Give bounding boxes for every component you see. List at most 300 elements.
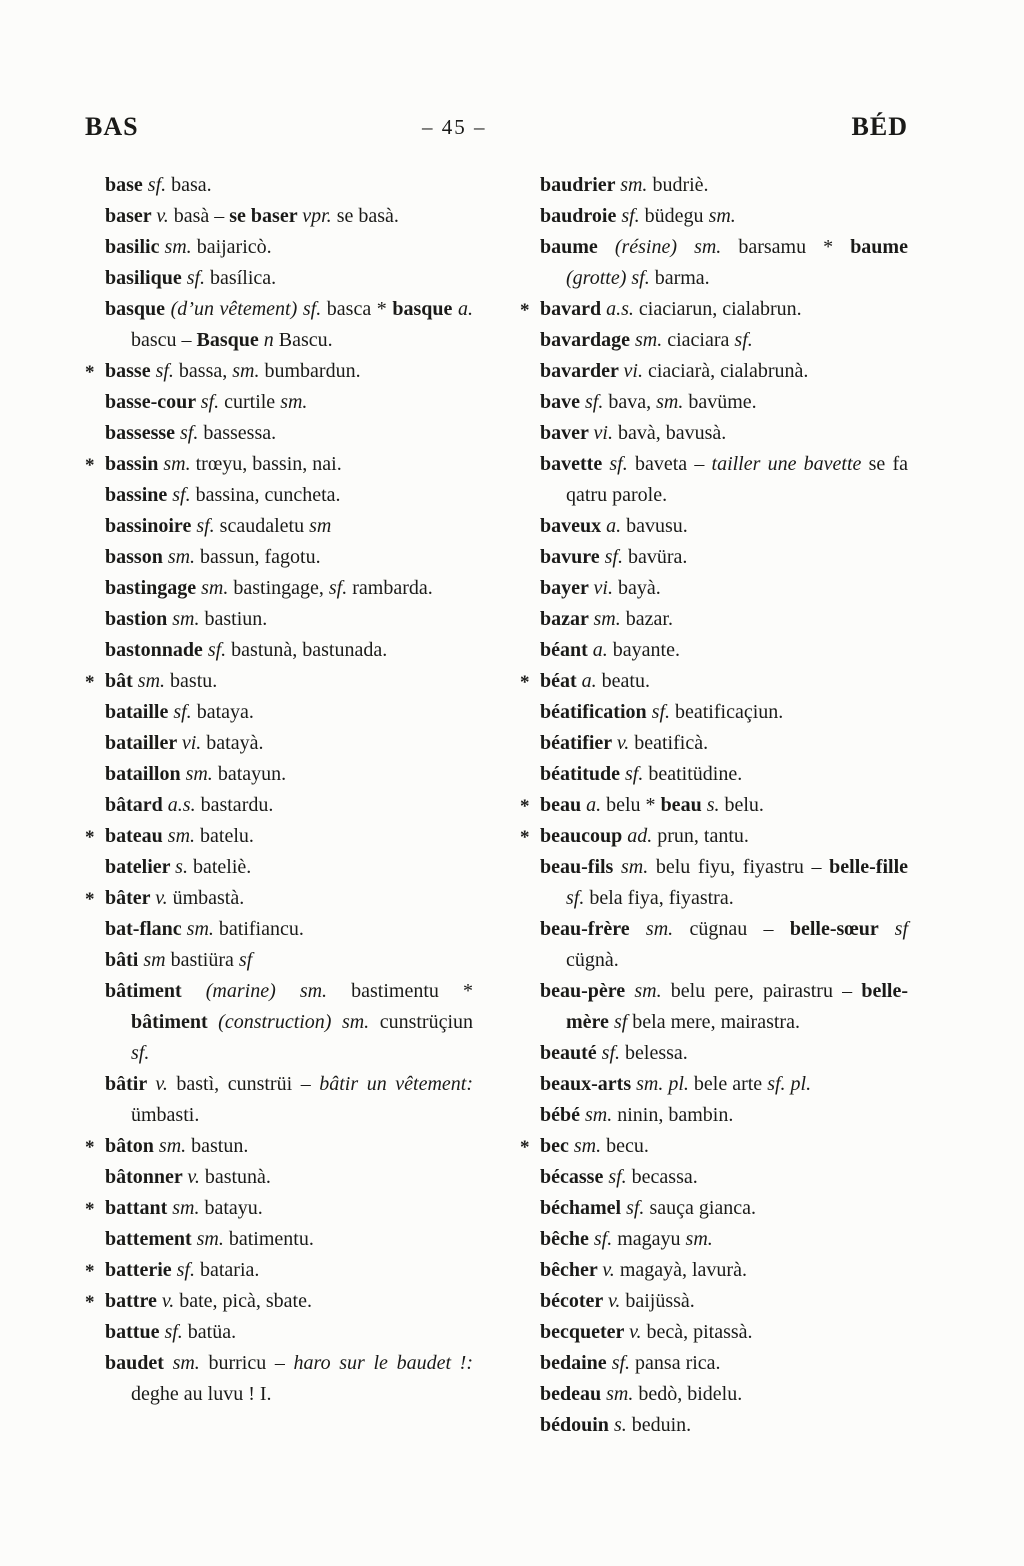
entry-headword: belle-fille	[829, 856, 909, 878]
entry-grammar-tag: a.s.	[167, 794, 201, 816]
entry-grammar-tag: sm.	[635, 329, 668, 351]
entry-translation: bedò, bidelu.	[638, 1383, 743, 1405]
entry-translation: beatitüdine.	[648, 763, 743, 785]
dictionary-entry	[520, 666, 908, 697]
entry-translation: ciaciara	[667, 329, 735, 351]
dictionary-entry	[105, 945, 473, 976]
dictionary-entry	[105, 1162, 473, 1193]
entry-grammar-tag: sf.	[585, 391, 609, 413]
entry-translation: deghe au luvu ! I.	[131, 1383, 272, 1405]
entry-grammar-tag: sf.	[604, 546, 628, 568]
entry-headword: beaucoup	[540, 825, 628, 847]
entry-grammar-tag: sf. pl.	[767, 1073, 812, 1095]
entry-translation: bastì, cunstrüi –	[176, 1073, 320, 1095]
asterisk-marker: *	[85, 362, 95, 383]
entry-translation: bastingage,	[233, 577, 329, 599]
entry-headword: bassinoire	[105, 515, 197, 537]
entry-translation: magayà, lavurà.	[619, 1259, 747, 1281]
entry-grammar-tag: a.	[592, 639, 613, 661]
entry-grammar-tag: s.	[175, 856, 193, 878]
asterisk-marker: *	[520, 796, 530, 817]
entry-headword: basque	[392, 298, 458, 320]
entry-translation: bassina, cuncheta.	[195, 484, 341, 506]
entry-headword: bassesse	[105, 422, 181, 444]
entry-translation: beduin.	[631, 1414, 692, 1436]
dictionary-entry	[540, 511, 908, 542]
entry-translation: batayu.	[204, 1197, 263, 1219]
entry-headword: bêcher	[540, 1259, 603, 1281]
entry-grammar-tag: sf.	[173, 701, 197, 723]
entry-headword: béant	[540, 639, 593, 661]
entry-translation: bayà.	[617, 577, 661, 599]
entry-translation: büdegu	[644, 205, 709, 227]
entry-translation: bassa,	[178, 360, 233, 382]
entry-headword: basilic	[105, 236, 165, 258]
entry-translation: basílica.	[210, 267, 277, 289]
dictionary-entry	[105, 1224, 473, 1255]
entry-grammar-tag: v.	[161, 1290, 180, 1312]
asterisk-marker: *	[85, 1199, 95, 1220]
entry-grammar-tag: (construction) sm.	[218, 1011, 380, 1033]
entry-grammar-tag: sf.	[593, 1228, 618, 1250]
entry-translation: scaudaletu	[219, 515, 310, 537]
dictionary-entry	[540, 728, 908, 759]
entry-translation: pansa rica.	[635, 1352, 721, 1374]
entry-grammar-tag: sf.	[207, 639, 232, 661]
entry-translation: batayun.	[217, 763, 287, 785]
dictionary-entry	[105, 263, 473, 294]
entry-headword: beau	[660, 794, 707, 816]
entry-translation: budriè.	[652, 174, 709, 196]
entry-translation: barsamu *	[738, 236, 851, 258]
page-number: – 45 –	[422, 115, 487, 139]
entry-grammar-tag: vpr.	[302, 205, 337, 227]
dictionary-entry	[540, 914, 908, 976]
entry-grammar-tag: tailler une bavette	[711, 453, 869, 475]
entry-headword: baudroie	[540, 205, 622, 227]
dictionary-entry	[105, 542, 473, 573]
entry-headword: beaux-arts	[540, 1073, 637, 1095]
entry-translation: baijaricò.	[196, 236, 272, 258]
dictionary-entry	[540, 1224, 908, 1255]
entry-grammar-tag: sf.	[176, 1259, 200, 1281]
entry-grammar-tag: sf.	[200, 391, 225, 413]
entry-translation: bataria.	[199, 1259, 260, 1281]
entry-grammar-tag: sm.	[167, 825, 201, 847]
dictionary-entry	[540, 976, 908, 1038]
entry-grammar-tag: sm.	[708, 205, 736, 227]
entry-translation: cügnà.	[566, 949, 619, 971]
entry-headword: basse-cour	[105, 391, 201, 413]
entry-grammar-tag: a.s.	[606, 298, 639, 320]
entry-grammar-tag: v.	[156, 205, 174, 227]
dictionary-entry	[540, 387, 908, 418]
asterisk-marker: *	[85, 1137, 95, 1158]
entry-translation: bastunà.	[204, 1166, 271, 1188]
entry-headword: basque	[105, 298, 171, 320]
entry-grammar-tag: vi.	[181, 732, 207, 754]
entry-headword: bec	[540, 1135, 574, 1157]
asterisk-marker: *	[520, 672, 530, 693]
entry-headword: batelier	[105, 856, 176, 878]
entry-headword: beau	[540, 794, 587, 816]
entry-grammar-tag: sm.	[634, 980, 671, 1002]
dictionary-entry	[105, 697, 473, 728]
entry-translation: bastun.	[191, 1135, 249, 1157]
entry-headword: bâtard	[105, 794, 168, 816]
entry-translation: sauça gianca.	[649, 1197, 757, 1219]
dictionary-entry	[540, 573, 908, 604]
entry-translation: basa.	[171, 174, 212, 196]
entry-headword: bastion	[105, 608, 173, 630]
dictionary-entry	[105, 418, 473, 449]
entry-headword: baver	[540, 422, 594, 444]
entry-grammar-tag: sf.	[651, 701, 675, 723]
entry-translation: bastardu.	[200, 794, 274, 816]
column-right	[520, 170, 908, 1441]
entry-headword: bât	[105, 670, 138, 692]
entry-headword: basilique	[105, 267, 187, 289]
page-content	[85, 112, 908, 1441]
entry-translation: beatificaçiun.	[675, 701, 784, 723]
entry-headword: bazar	[540, 608, 594, 630]
entry-grammar-tag: sm.	[137, 670, 171, 692]
entry-headword: base	[105, 174, 148, 196]
entry-headword: bâton	[105, 1135, 159, 1157]
entry-grammar-tag: sm.	[172, 1352, 209, 1374]
entry-grammar-tag: sm.	[232, 360, 265, 382]
asterisk-marker: *	[85, 455, 95, 476]
entry-translation: bastimentu *	[351, 980, 473, 1002]
dictionary-entry	[540, 1255, 908, 1286]
entry-translation: batimentu.	[228, 1228, 314, 1250]
entry-headword: bayer	[540, 577, 594, 599]
entry-grammar-tag: n	[263, 329, 279, 351]
entry-translation: bava,	[608, 391, 657, 413]
entry-grammar-tag: sf.	[172, 484, 196, 506]
dictionary-entry	[105, 1317, 473, 1348]
entry-headword: se baser	[229, 205, 303, 227]
entry-grammar-tag: sm.	[593, 608, 626, 630]
entry-translation: bastiun.	[204, 608, 268, 630]
entry-grammar-tag: sm.	[158, 1135, 192, 1157]
dictionary-entry	[105, 635, 473, 666]
entry-grammar-tag: sm.	[185, 763, 218, 785]
dictionary-entry	[105, 170, 473, 201]
entry-headword: bavure	[540, 546, 605, 568]
entry-grammar-tag: sf.	[196, 515, 220, 537]
entry-headword: bâti	[105, 949, 144, 971]
entry-headword: becqueter	[540, 1321, 630, 1343]
entry-headword: bastingage	[105, 577, 202, 599]
entry-grammar-tag: sm.	[280, 391, 308, 413]
entry-translation: bayante.	[612, 639, 680, 661]
entry-grammar-tag: haro sur le baudet !:	[293, 1352, 473, 1374]
entry-translation: belessa.	[625, 1042, 688, 1064]
entry-translation: prun, tantu.	[657, 825, 749, 847]
entry-headword: bébé	[540, 1104, 585, 1126]
entry-translation: belu pere, pairastru –	[670, 980, 862, 1002]
entry-translation: batifiancu.	[218, 918, 304, 940]
guide-word-right: BÉD	[851, 112, 908, 141]
dictionary-entry	[105, 294, 473, 356]
entry-translation: rambarda.	[352, 577, 433, 599]
dictionary-entry	[85, 1131, 473, 1162]
entry-grammar-tag: sf.	[621, 205, 645, 227]
dictionary-entry	[540, 1069, 908, 1100]
entry-grammar-tag: sf	[238, 949, 253, 971]
entry-grammar-tag: sf	[613, 1011, 633, 1033]
entry-headword: baume	[540, 236, 615, 258]
entry-headword: bêche	[540, 1228, 594, 1250]
entry-translation: barma.	[654, 267, 710, 289]
entry-headword: béchamel	[540, 1197, 627, 1219]
entry-headword: bâtiment	[105, 980, 206, 1002]
entry-grammar-tag: v.	[155, 887, 173, 909]
entry-grammar-tag: sf.	[180, 422, 204, 444]
entry-grammar-tag: sm.	[201, 577, 234, 599]
dictionary-entry	[105, 1348, 473, 1410]
entry-grammar-tag: sm.	[573, 1135, 607, 1157]
entry-translation: batüa.	[187, 1321, 237, 1343]
entry-grammar-tag: sm.	[606, 1383, 639, 1405]
entry-headword: battue	[105, 1321, 165, 1343]
entry-grammar-tag: vi.	[593, 422, 618, 444]
entry-grammar-tag: sm.	[167, 546, 201, 568]
running-head	[85, 112, 908, 146]
entry-headword: bavette	[540, 453, 610, 475]
entry-headword: béatification	[540, 701, 652, 723]
asterisk-marker: *	[85, 889, 95, 910]
entry-grammar-tag: v.	[155, 1073, 177, 1095]
entry-headword: bassine	[105, 484, 173, 506]
entry-grammar-tag: sm.	[585, 1104, 618, 1126]
entry-headword: belle-sœur	[789, 918, 895, 940]
entry-grammar-tag: sf.	[328, 577, 353, 599]
dictionary-entry	[540, 232, 908, 294]
entry-translation: bele arte	[693, 1073, 768, 1095]
dictionary-entry	[540, 1162, 908, 1193]
entry-headword: bedaine	[540, 1352, 612, 1374]
entry-translation: bateliè.	[192, 856, 252, 878]
entry-headword: basson	[105, 546, 168, 568]
entry-headword: batterie	[105, 1259, 177, 1281]
dictionary-entry	[520, 821, 908, 852]
entry-translation: baijüssà.	[625, 1290, 695, 1312]
entry-headword: baser	[105, 205, 157, 227]
entry-translation: Bascu.	[278, 329, 333, 351]
entry-headword: battement	[105, 1228, 197, 1250]
entry-translation: bumbardun.	[264, 360, 361, 382]
column-left	[85, 170, 473, 1441]
entry-translation: bascu –	[131, 329, 197, 351]
entry-translation: bavüra.	[627, 546, 688, 568]
entry-grammar-tag: sf.	[164, 1321, 188, 1343]
entry-headword: beauté	[540, 1042, 602, 1064]
entry-grammar-tag: sf.	[131, 1042, 150, 1064]
entry-headword: bavarder	[540, 360, 624, 382]
entry-translation: bastunà, bastunada.	[231, 639, 388, 661]
dictionary-entry	[540, 759, 908, 790]
entry-translation: belu *	[606, 794, 661, 816]
entry-translation: bastu.	[170, 670, 218, 692]
dictionary-entry	[520, 1131, 908, 1162]
dictionary-entry	[540, 356, 908, 387]
dictionary-entry	[105, 573, 473, 604]
entry-translation: becu.	[606, 1135, 649, 1157]
entry-translation: belu.	[724, 794, 764, 816]
dictionary-entry	[85, 1255, 473, 1286]
dictionary-entry	[105, 728, 473, 759]
asterisk-marker: *	[85, 672, 95, 693]
dictionary-entry	[540, 604, 908, 635]
entry-grammar-tag: a.	[581, 670, 602, 692]
entry-grammar-tag: a.	[606, 515, 627, 537]
dictionary-entry	[85, 356, 473, 387]
entry-grammar-tag: (marine) sm.	[205, 980, 352, 1002]
entry-translation: bela fiya, fiyastra.	[589, 887, 734, 909]
entry-translation: batayà.	[206, 732, 264, 754]
entry-grammar-tag: sf.	[734, 329, 753, 351]
entry-grammar-tag: v.	[616, 732, 635, 754]
asterisk-marker: *	[85, 1292, 95, 1313]
entry-headword: beau-frère	[540, 918, 646, 940]
entry-translation: bela mere, mairastra.	[632, 1011, 800, 1033]
entry-grammar-tag: bâtir un vêtement:	[319, 1073, 473, 1095]
dictionary-entry	[85, 1286, 473, 1317]
asterisk-marker: *	[520, 1137, 530, 1158]
entry-grammar-tag: v.	[187, 1166, 205, 1188]
entry-grammar-tag: (résine) sm.	[614, 236, 739, 258]
entry-grammar-tag: sm.	[645, 918, 690, 940]
entry-grammar-tag: sm.	[163, 453, 196, 475]
entry-headword: batailler	[105, 732, 182, 754]
dictionary-entry	[540, 1193, 908, 1224]
entry-translation: ümbasti.	[131, 1104, 200, 1126]
entry-translation: bavusu.	[626, 515, 688, 537]
asterisk-marker: *	[85, 827, 95, 848]
entry-grammar-tag: (grotte) sf.	[566, 267, 655, 289]
entry-grammar-tag: s.	[613, 1414, 632, 1436]
entry-translation: basca *	[326, 298, 393, 320]
entry-grammar-tag: sf.	[601, 1042, 626, 1064]
entry-headword: baume	[850, 236, 908, 258]
entry-grammar-tag: sf.	[609, 453, 635, 475]
entry-grammar-tag: sf.	[186, 267, 211, 289]
entry-headword: beau-père	[540, 980, 635, 1002]
entry-translation: cunstrüçiun	[379, 1011, 473, 1033]
entry-grammar-tag: sm.	[620, 174, 653, 196]
entry-headword: bâtiment	[131, 1011, 219, 1033]
entry-grammar-tag: sf.	[611, 1352, 636, 1374]
dictionary-entry	[85, 1193, 473, 1224]
dictionary-entry	[520, 294, 908, 325]
entry-translation: ciaciarun, cialabrun.	[638, 298, 802, 320]
dictionary-entry	[105, 201, 473, 232]
entry-headword: beau-fils	[540, 856, 621, 878]
entry-grammar-tag: sm.	[196, 1228, 229, 1250]
entry-translation: beatu.	[601, 670, 650, 692]
entry-grammar-tag: sm.	[685, 1228, 713, 1250]
entry-headword: basse	[105, 360, 156, 382]
entry-translation: ninin, bambin.	[617, 1104, 734, 1126]
entry-grammar-tag: vi.	[623, 360, 648, 382]
dictionary-entry	[540, 635, 908, 666]
entry-headword: bataillon	[105, 763, 186, 785]
entry-translation: batelu.	[200, 825, 254, 847]
dictionary-entry	[540, 1286, 908, 1317]
entry-translation: bassun, fagotu.	[200, 546, 321, 568]
entry-translation: bastiüra	[170, 949, 239, 971]
entry-grammar-tag: sm.	[164, 236, 197, 258]
entry-grammar-tag: ad.	[627, 825, 658, 847]
entry-translation: bavüme.	[688, 391, 757, 413]
entry-grammar-tag: v.	[629, 1321, 647, 1343]
entry-headword: béat	[540, 670, 582, 692]
dictionary-entry	[105, 1069, 473, 1131]
entry-grammar-tag: sm	[143, 949, 171, 971]
entry-grammar-tag: sm.	[656, 391, 689, 413]
dictionary-entry	[105, 976, 473, 1069]
entry-translation: ciaciarà, cialabrunà.	[647, 360, 809, 382]
entry-translation: bataya.	[196, 701, 254, 723]
entry-grammar-tag: sf.	[626, 1197, 650, 1219]
entry-headword: bédouin	[540, 1414, 614, 1436]
dictionary-entry	[105, 759, 473, 790]
entry-translation: becassa.	[631, 1166, 698, 1188]
dictionary-entry	[540, 1379, 908, 1410]
entry-headword: bécasse	[540, 1166, 609, 1188]
entry-headword: bataille	[105, 701, 174, 723]
entry-translation: bazar.	[625, 608, 673, 630]
entry-translation: ümbastà.	[172, 887, 245, 909]
entry-grammar-tag: vi.	[593, 577, 618, 599]
entry-headword: bécoter	[540, 1290, 608, 1312]
dictionary-entry	[85, 666, 473, 697]
dictionary-entry	[105, 232, 473, 263]
entry-translation: beatificà.	[634, 732, 709, 754]
entry-headword: bastonnade	[105, 639, 208, 661]
dictionary-entry	[540, 449, 908, 511]
entry-headword: bave	[540, 391, 585, 413]
entry-headword: bâtir	[105, 1073, 156, 1095]
dictionary-entry	[85, 883, 473, 914]
entry-headword: bâter	[105, 887, 156, 909]
dictionary-entry	[540, 542, 908, 573]
entry-grammar-tag: a.	[458, 298, 473, 320]
entry-grammar-tag: sf.	[566, 887, 590, 909]
entry-headword: baveux	[540, 515, 607, 537]
entry-translation: bassessa.	[203, 422, 277, 444]
dictionary-entry	[85, 449, 473, 480]
entry-grammar-tag: a.	[586, 794, 607, 816]
entry-headword: bateau	[105, 825, 168, 847]
dictionary-entry	[540, 852, 908, 914]
entry-headword: béatifier	[540, 732, 617, 754]
dictionary-entry	[540, 170, 908, 201]
asterisk-marker: *	[85, 1261, 95, 1282]
entry-translation: belu fiyu, fiyastru –	[655, 856, 830, 878]
dictionary-entry	[540, 325, 908, 356]
dictionary-entry	[85, 821, 473, 852]
entry-grammar-tag: sf.	[625, 763, 649, 785]
entry-grammar-tag: v.	[602, 1259, 620, 1281]
entry-translation: se fa qatru parole.	[566, 453, 908, 506]
entry-translation: burricu –	[208, 1352, 294, 1374]
entry-translation: becà, pitassà.	[646, 1321, 753, 1343]
asterisk-marker: *	[520, 827, 530, 848]
entry-grammar-tag: sm. pl.	[636, 1073, 694, 1095]
